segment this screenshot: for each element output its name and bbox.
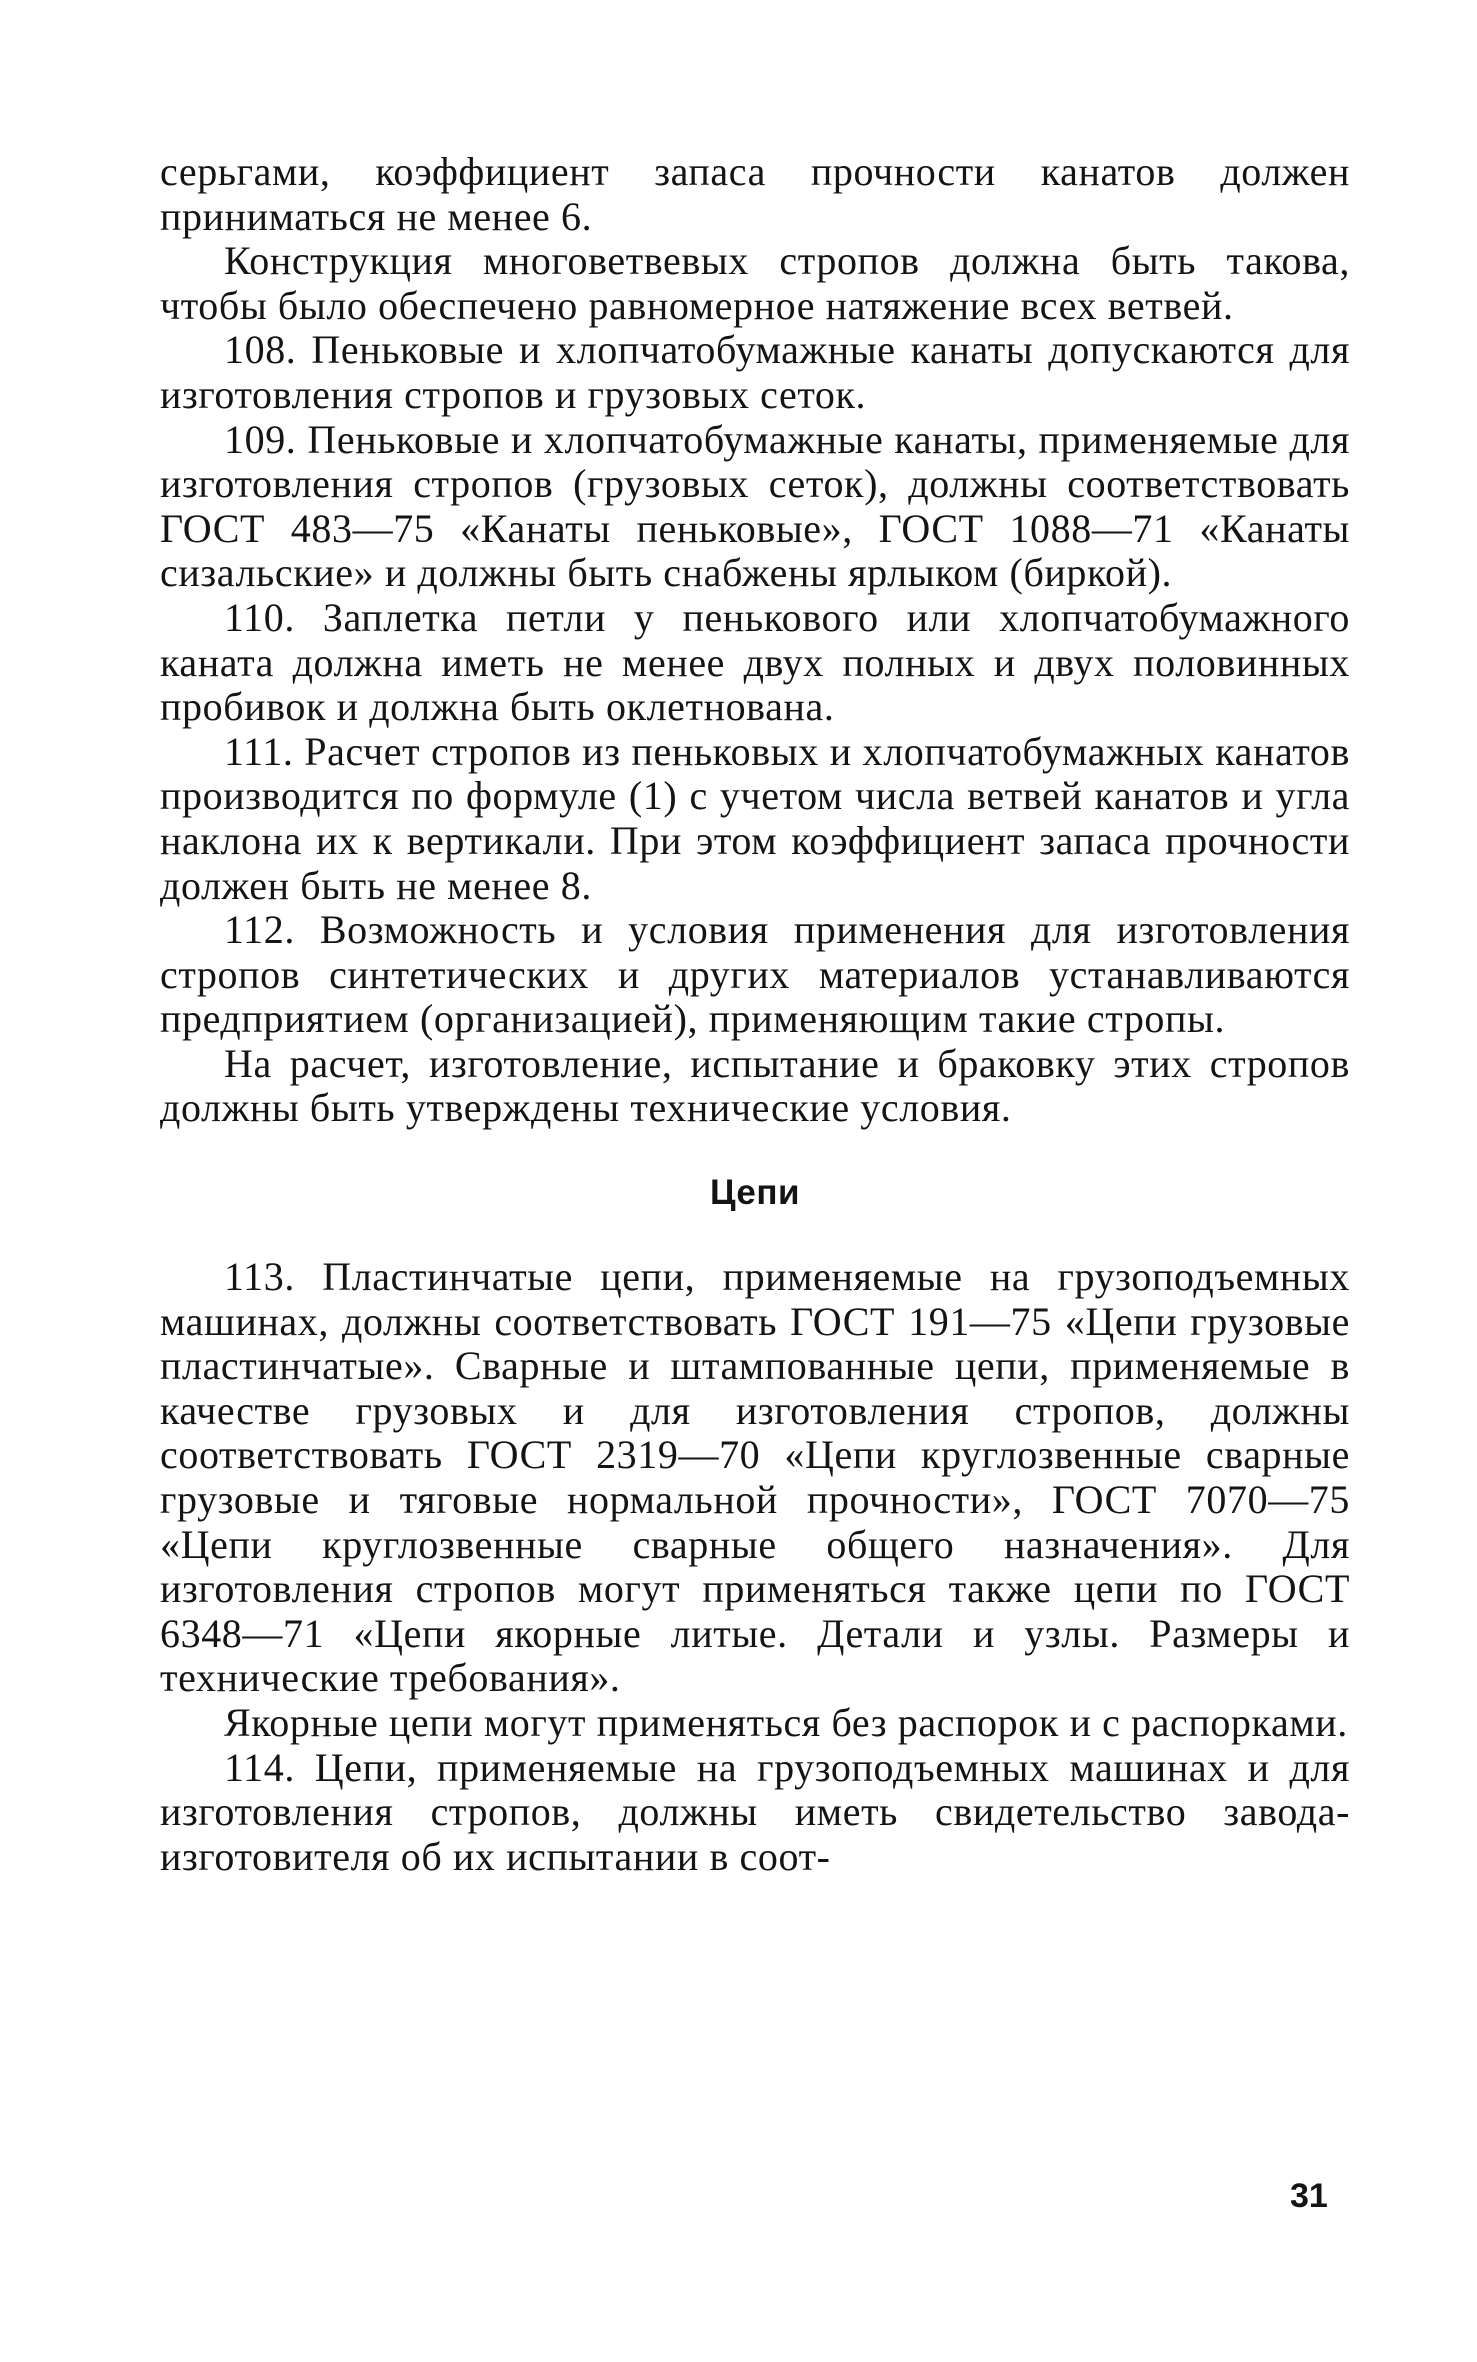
paragraph-113: 113. Пластинчатые цепи, применяемые на грузоподъемных машинах, должны соответствовать ГОСТ 191—75 «Цепи грузовые пластинчатые». Сварные и штампованные цепи, применяемые в качестве грузовых и для изготовления стропов, должны соответствовать ГОСТ 2319—70 «Цепи круглозвенные сварные грузовые и тяговые нормальной прочности», ГОСТ 7070—75 «Цепи круглозвенные сварные общего назначения». Для изготовления стропов могут применяться также цепи по ГОСТ 6348—71 «Цепи якорные литые. Детали и узлы. Размеры и технические требования». — [160, 1254, 1350, 1701]
paragraph-112: 112. Возможность и условия применения для изготовления стропов синтетических и других материалов устанавливаются предприятием (организацией), применяющим такие стропы. — [160, 907, 1350, 1042]
paragraph-safety-factor-6: серьгами, коэффициент запаса прочности канатов должен приниматься не менее 6. — [160, 149, 1350, 239]
document-page — [160, 150, 1350, 1879]
paragraph-109: 109. Пеньковые и хлопчатобумажные канаты, применяемые для изготовления стропов (грузовых сеток), должны соответствовать ГОСТ 483—75 «Канаты пеньковые», ГОСТ 1088—71 «Канаты сизальские» и должны быть снабжены ярлыком (биркой). — [160, 416, 1350, 596]
paragraph-technical-conditions: На расчет, изготовление, испытание и браковку этих стропов должны быть утверждены технические условия. — [160, 1040, 1350, 1131]
paragraph-111: 111. Расчет стропов из пеньковых и хлопчатобумажных канатов производится по формуле (1) с учетом числа ветвей канатов и угла наклона их к вертикали. При этом коэффициент запаса прочности должен быть не менее 8. — [160, 728, 1350, 908]
page-number: 31 — [1290, 2177, 1328, 2215]
paragraph-114: 114. Цепи, применяемые на грузоподъемных машинах и для изготовления стропов, должны иметь свидетельство завода-изготовителя об их испытании в соот- — [160, 1744, 1350, 1879]
paragraph-108: 108. Пеньковые и хлопчатобумажные канаты допускаются для изготовления стропов и грузовых сеток. — [160, 327, 1350, 417]
paragraph-anchor-chains: Якорные цепи могут применяться без распорок и с распорками. — [224, 1700, 1348, 1745]
paragraph-multibranch-slings: Конструкция многоветвевых стропов должна быть такова, чтобы было обеспечено равномерное натяжение всех ветвей. — [160, 238, 1350, 328]
section-heading-chains: Цепи — [709, 1173, 801, 1213]
paragraph-110: 110. Заплетка петли у пенькового или хлопчатобумажного каната должна иметь не менее двух полных и двух половинных пробивок и должна быть оклетнована. — [160, 594, 1350, 730]
